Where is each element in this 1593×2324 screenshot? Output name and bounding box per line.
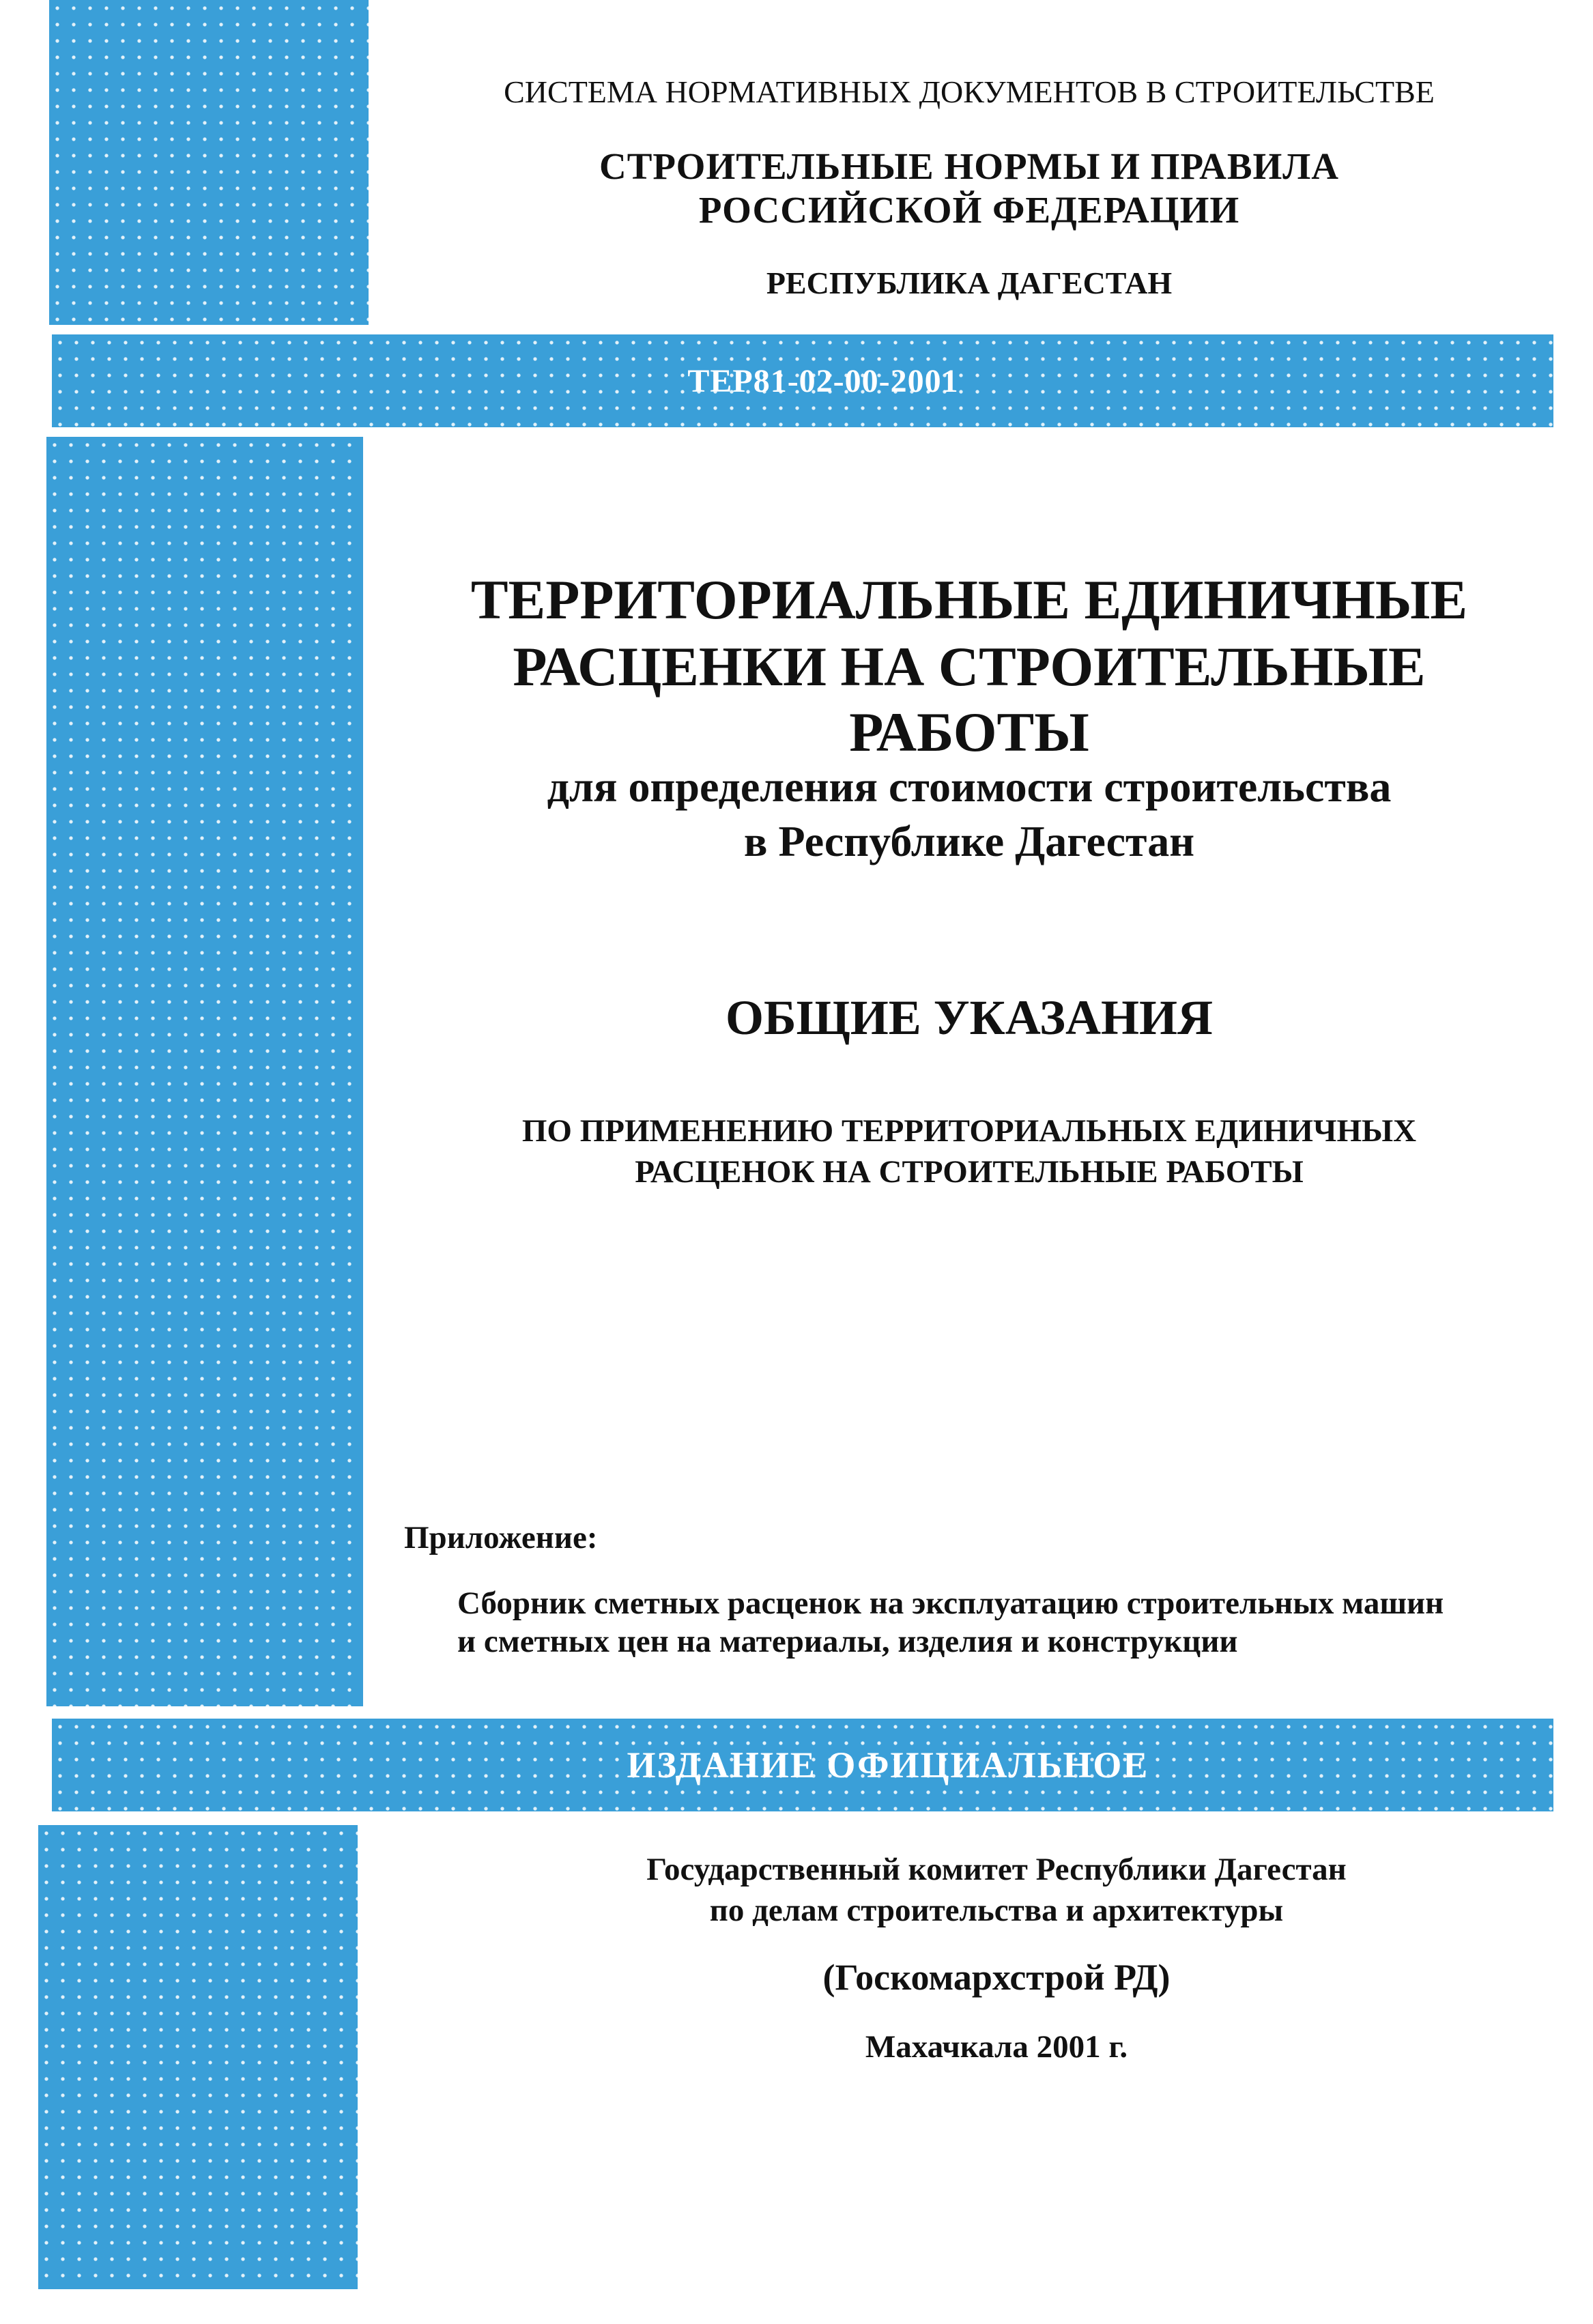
snip-title-line1: СТРОИТЕЛЬНЫЕ НОРМЫ И ПРАВИЛА [599, 145, 1339, 187]
general-instructions-line2: РАСЦЕНОК НА СТРОИТЕЛЬНЫЕ РАБОТЫ [635, 1154, 1304, 1190]
main-title-line2: РАСЦЕНКИ НА СТРОИТЕЛЬНЫЕ [513, 635, 1426, 698]
document-code: ТЕР81-02-00-2001 [687, 362, 959, 399]
decorative-dotted-block-top [49, 0, 369, 325]
general-instructions-line1: ПО ПРИМЕНЕНИЮ ТЕРРИТОРИАЛЬНЫХ ЕДИНИЧНЫХ [521, 1113, 1417, 1149]
place-and-year: Махачкала 2001 г. [865, 2029, 1128, 2065]
general-instructions-heading: ОБЩИЕ УКАЗАНИЯ [726, 990, 1213, 1045]
publisher-abbreviation: (Госкомархстрой РД) [822, 1957, 1171, 1998]
publisher-line2: по делам строительства и архитектуры [709, 1893, 1284, 1928]
publisher-line1: Государственный комитет Республики Дагестан [646, 1852, 1347, 1887]
snip-title-line2: РОССИЙСКОЙ ФЕДЕРАЦИИ [698, 189, 1240, 231]
official-edition-band [52, 1719, 1553, 1811]
official-edition-label: ИЗДАНИЕ ОФИЦИАЛЬНОЕ [627, 1745, 1149, 1785]
main-title-line1: ТЕРРИТОРИАЛЬНЫЕ ЕДИНИЧНЫЕ [470, 569, 1468, 631]
system-title: СИСТЕМА НОРМАТИВНЫХ ДОКУМЕНТОВ В СТРОИТЕЛЬСТВЕ [504, 74, 1435, 109]
document-code-band [52, 334, 1553, 427]
decorative-dotted-block-bottom [38, 1825, 358, 2289]
decorative-dotted-block-middle [46, 437, 363, 1706]
main-subtitle-line2: в Республике Дагестан [743, 817, 1195, 865]
appendix-label: Приложение: [404, 1520, 598, 1555]
appendix-line1: Сборник сметных расценок на эксплуатацию строительных машин [457, 1586, 1444, 1621]
main-subtitle-line1: для определения стоимости строительства [547, 762, 1392, 811]
region-title: РЕСПУБЛИКА ДАГЕСТАН [766, 266, 1173, 300]
main-title-line3: РАБОТЫ [849, 701, 1089, 763]
appendix-line2: и сметных цен на материалы, изделия и конструкции [457, 1624, 1238, 1659]
